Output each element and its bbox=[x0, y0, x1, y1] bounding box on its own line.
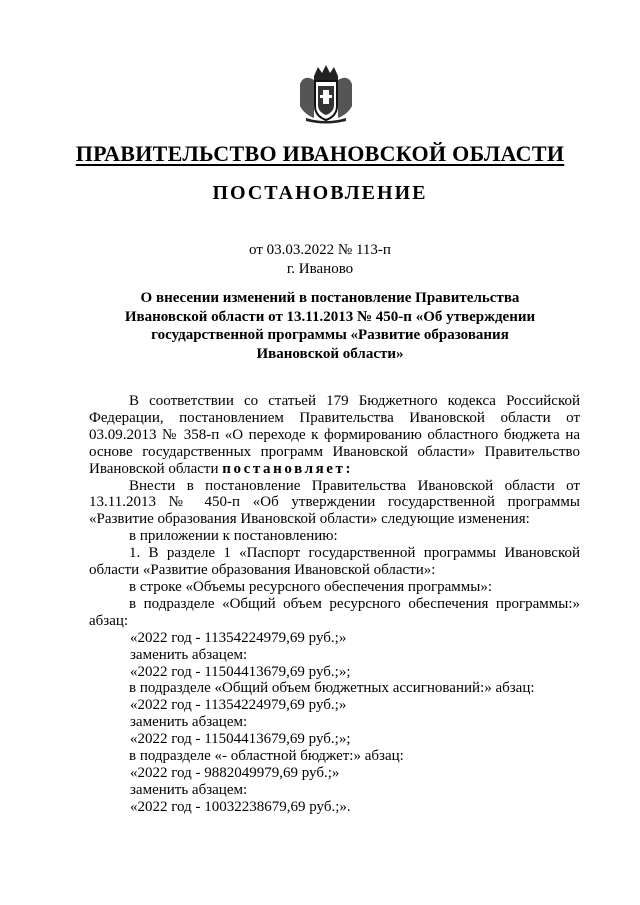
replace-line-3: заменить абзацем: bbox=[130, 781, 248, 798]
document-subject bbox=[100, 289, 560, 363]
quote-new-1: «2022 год - 11504413679,69 руб.;»; bbox=[130, 663, 351, 680]
quote-new-2: «2022 год - 11504413679,69 руб.;»; bbox=[130, 731, 351, 748]
coat-of-arms-icon bbox=[296, 62, 356, 124]
appendix-line: в приложении к постановлению: bbox=[129, 528, 338, 545]
decree-word: постановляет: bbox=[222, 460, 354, 477]
replace-line-2: заменить абзацем: bbox=[130, 714, 248, 731]
date-number: от 03.03.2022 № 113-п bbox=[249, 242, 391, 258]
subsection-budget: в подразделе «Общий объем бюджетных ассигнований:» абзац: bbox=[129, 680, 535, 697]
preamble-text: В соответствии со статьей 179 Бюджетного кодекса Российской Федерации, постановлением Правительства Ивановской области от 03.09.2013 № 358-п «О переходе к формированию областного бюджета на основе государственных программ Ивановской области» Правительство Ивановской области bbox=[89, 393, 580, 477]
subsection-regional: в подразделе «- областной бюджет:» абзац: bbox=[129, 748, 404, 765]
subject-line: Ивановской области от 13.11.2013 № 450-п «Об утверждении bbox=[124, 308, 536, 325]
quote-old-3: «2022 год - 9882049979,69 руб.;» bbox=[130, 764, 340, 781]
quote-old-2: «2022 год - 11354224979,69 руб.;» bbox=[130, 697, 347, 714]
subject-line: государственной программы «Развитие образования bbox=[151, 327, 509, 343]
city: г. Иваново bbox=[286, 261, 354, 277]
document-body bbox=[89, 393, 580, 816]
row-volume-line: в строке «Объемы ресурсного обеспечения программы»: bbox=[129, 578, 492, 595]
subject-line: Ивановской области» bbox=[256, 345, 404, 362]
document-meta bbox=[0, 241, 640, 279]
replace-line-1: заменить абзацем: bbox=[130, 646, 248, 663]
preamble-paragraph bbox=[89, 393, 580, 478]
amend-paragraph: Внести в постановление Правительства Ивановской области от 13.11.2013 № 450-п «Об утверждении государственной программы «Развитие образования Ивановской области» следующие изменения: bbox=[89, 477, 580, 528]
document-type: ПОСТАНОВЛЕНИЕ bbox=[212, 182, 428, 204]
quote-old-1: «2022 год - 11354224979,69 руб.;» bbox=[130, 629, 347, 646]
quote-new-3: «2022 год - 10032238679,69 руб.;». bbox=[130, 798, 351, 815]
subsection-total-resource: в подразделе «Общий объем ресурсного обеспечения программы:» абзац: bbox=[89, 595, 580, 629]
item-1: 1. В разделе 1 «Паспорт государственной программы Ивановской области «Развитие образования Ивановской области»: bbox=[89, 545, 580, 579]
organization-title: ПРАВИТЕЛЬСТВО ИВАНОВСКОЙ ОБЛАСТИ bbox=[75, 141, 565, 166]
subject-line: О внесении изменений в постановление Правительства bbox=[140, 290, 520, 306]
